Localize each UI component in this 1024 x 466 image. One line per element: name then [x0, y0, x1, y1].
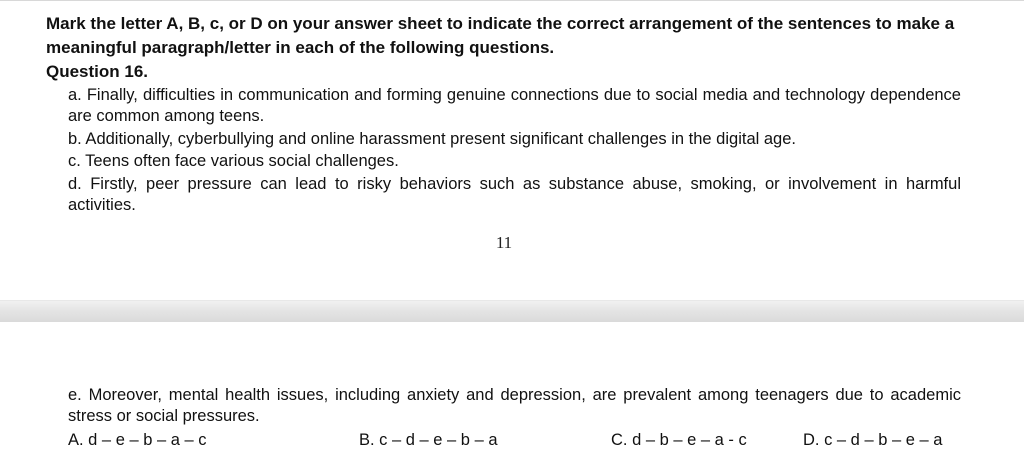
- page-number: 11: [495, 233, 513, 252]
- sentence-a: a. Finally, difficulties in communication and forming genuine connections due to social media and technology dependence are common among teens.: [68, 86, 961, 125]
- answer-choice-c[interactable]: C. d – b – e – a - c: [611, 431, 747, 449]
- sentence-e: e. Moreover, mental health issues, including anxiety and depression, are prevalent among teenagers due to academic stress or social pressures.: [68, 386, 961, 425]
- sentence-b: b. Additionally, cyberbullying and online harassment present significant challenges in the digital age.: [68, 130, 796, 148]
- answer-choices: [0, 428, 1024, 452]
- sentence-d: d. Firstly, peer pressure can lead to risky behaviors such as substance abuse, smoking, or involvement in harmful activities.: [68, 175, 961, 214]
- question-title: Question 16.: [46, 62, 149, 81]
- answer-choice-d[interactable]: D. c – d – b – e – a: [803, 431, 943, 449]
- instruction-text: Mark the letter A, B, c, or D on your answer sheet to indicate the correct arrangement of the sentences to make a meaningful paragraph/letter in each of the following questions.: [46, 14, 955, 57]
- answer-choice-b[interactable]: B. c – d – e – b – a: [359, 431, 498, 449]
- answer-choice-a[interactable]: A. d – e – b – a – c: [68, 431, 207, 449]
- sentence-c: c. Teens often face various social challenges.: [68, 152, 399, 170]
- page-separator: [0, 300, 1024, 323]
